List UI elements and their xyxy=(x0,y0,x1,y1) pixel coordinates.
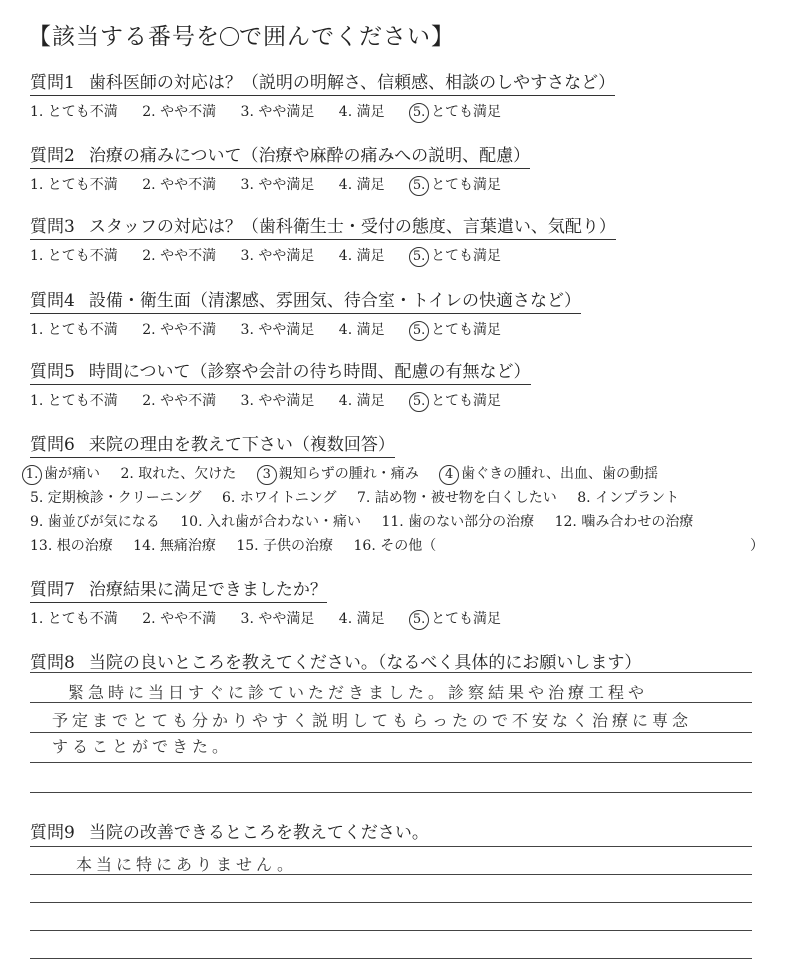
answer-line xyxy=(30,902,752,903)
question-6-row-3 xyxy=(30,510,770,534)
option-1[interactable]: 1. とても不満 xyxy=(30,611,118,627)
selection-circle: 1. xyxy=(22,465,42,485)
question-1-options xyxy=(30,101,615,123)
answer-line xyxy=(30,792,752,793)
option-1[interactable]: 1. とても不満 xyxy=(30,322,118,338)
option-label: とても満足 xyxy=(431,104,502,120)
answer-line xyxy=(30,762,752,763)
selection-circle: 5. xyxy=(409,392,429,412)
option-label: とても満足 xyxy=(431,248,502,264)
option-4[interactable]: 4. 満足 xyxy=(338,248,385,264)
option-5-selected[interactable] xyxy=(409,390,501,412)
option-4[interactable]: 4. 満足 xyxy=(338,322,385,338)
option-16-other[interactable]: 16. その他（ xyxy=(353,538,437,554)
option-label: 歯ぐきの腫れ、出血、歯の動揺 xyxy=(461,466,659,482)
option-label: 歯が痛い xyxy=(44,466,100,482)
question-number: 質問7 xyxy=(30,580,75,600)
question-7-title xyxy=(30,575,327,603)
selection-circle: 5. xyxy=(409,610,429,630)
question-number: 質問6 xyxy=(30,435,75,455)
option-1[interactable]: 1. とても不満 xyxy=(30,177,118,193)
option-4-selected[interactable] xyxy=(439,462,658,486)
question-6-row-1 xyxy=(22,462,770,486)
page-header xyxy=(28,18,455,51)
option-4[interactable]: 4. 満足 xyxy=(338,611,385,627)
question-8-title xyxy=(30,648,641,675)
handwritten-answer-line-3: することができた。 xyxy=(52,737,233,756)
option-1-selected[interactable] xyxy=(22,462,100,486)
question-text: 治療の痛みについて（治療や麻酔の痛みへの説明、配慮） xyxy=(88,146,531,166)
option-1[interactable]: 1. とても不満 xyxy=(30,248,118,264)
question-number: 質問8 xyxy=(30,653,75,673)
question-1-title xyxy=(30,68,615,96)
question-6-row-2 xyxy=(30,486,770,510)
option-15[interactable]: 15. 子供の治療 xyxy=(236,538,334,554)
answer-line xyxy=(30,732,752,733)
question-text: スタッフの対応は？（歯科衛生士・受付の態度、言葉遣い、気配り） xyxy=(88,217,616,237)
option-label: 親知らずの腫れ・痛み xyxy=(278,466,419,482)
question-text: 当院の改善できるところを教えてください。 xyxy=(88,823,429,843)
question-8-answer-area[interactable] xyxy=(30,672,752,802)
option-1[interactable]: 1. とても不満 xyxy=(30,393,118,409)
answer-line xyxy=(30,846,752,847)
option-3[interactable]: 3. やや満足 xyxy=(240,248,315,264)
answer-line xyxy=(30,958,752,959)
option-3[interactable]: 3. やや満足 xyxy=(240,322,315,338)
option-8[interactable]: 8. インプラント xyxy=(577,490,680,506)
option-2[interactable]: 2. やや不満 xyxy=(142,248,217,264)
option-3[interactable]: 3. やや満足 xyxy=(240,104,315,120)
option-2[interactable]: 2. やや不満 xyxy=(142,177,217,193)
question-2-options xyxy=(30,174,530,196)
question-5-title xyxy=(30,357,531,385)
header-text: 【該当する番号を xyxy=(28,24,220,50)
handwritten-answer-line-1: 本当に特にありません。 xyxy=(76,855,297,874)
question-text: 治療結果に満足できましたか？ xyxy=(88,580,327,600)
question-number: 質問2 xyxy=(30,146,75,166)
question-text: 設備・衛生面（清潔感、雰囲気、待合室・トイレの快適さなど） xyxy=(88,291,581,311)
question-5-options xyxy=(30,390,531,412)
question-8 xyxy=(30,648,641,675)
option-5-selected[interactable] xyxy=(409,101,501,123)
option-2[interactable]: 2. やや不満 xyxy=(142,104,217,120)
option-2[interactable]: 2. やや不満 xyxy=(142,393,217,409)
question-text: 来院の理由を教えて下さい（複数回答） xyxy=(88,435,395,455)
question-3-options xyxy=(30,245,616,267)
selection-circle: 5. xyxy=(409,247,429,267)
question-1 xyxy=(30,68,615,123)
option-2[interactable]: 2. やや不満 xyxy=(142,322,217,338)
question-7-options xyxy=(30,608,521,630)
other-close-paren: ） xyxy=(750,538,764,554)
question-5 xyxy=(30,357,531,412)
option-label: とても満足 xyxy=(431,322,502,338)
option-6[interactable]: 6. ホワイトニング xyxy=(221,490,337,506)
question-number: 質問9 xyxy=(30,823,75,843)
question-6 xyxy=(25,430,770,558)
handwritten-answer-line-1: 緊急時に当日すぐに診ていただきました。診察結果や治療工程や xyxy=(68,683,649,702)
option-10[interactable]: 10. 入れ歯が合わない・痛い xyxy=(180,514,361,530)
option-5-selected[interactable] xyxy=(409,174,501,196)
question-4 xyxy=(30,286,581,341)
answer-line xyxy=(30,930,752,931)
question-7 xyxy=(30,575,521,630)
selection-circle: 4 xyxy=(439,465,459,485)
option-14[interactable]: 14. 無痛治療 xyxy=(133,538,216,554)
question-3-title xyxy=(30,212,616,240)
option-label: とても満足 xyxy=(431,611,502,627)
selection-circle: 5. xyxy=(409,103,429,123)
question-text: 当院の良いところを教えてください。（なるべく具体的にお願いします） xyxy=(88,653,642,673)
option-9[interactable]: 9. 歯並びが気になる xyxy=(30,514,160,530)
selection-circle: 3 xyxy=(257,465,277,485)
option-4[interactable]: 4. 満足 xyxy=(338,393,385,409)
option-5-selected[interactable] xyxy=(409,608,501,630)
question-number: 質問1 xyxy=(30,73,75,93)
option-label: とても満足 xyxy=(431,393,502,409)
question-2 xyxy=(30,141,530,196)
question-3 xyxy=(30,212,616,267)
option-2[interactable]: 2. 取れた、欠けた xyxy=(120,466,237,482)
question-9-title xyxy=(30,818,429,845)
answer-line xyxy=(30,672,752,673)
question-number: 質問4 xyxy=(30,291,75,311)
question-6-title xyxy=(30,430,395,458)
option-13[interactable]: 13. 根の治療 xyxy=(30,538,113,554)
option-4[interactable]: 4. 満足 xyxy=(338,104,385,120)
question-4-title xyxy=(30,286,581,314)
question-4-options xyxy=(30,319,581,341)
option-1[interactable]: 1. とても不満 xyxy=(30,104,118,120)
question-text: 歯科医師の対応は？（説明の明解さ、信頼感、相談のしやすさなど） xyxy=(88,73,616,93)
option-4[interactable]: 4. 満足 xyxy=(338,177,385,193)
header-text-after: で囲んでください】 xyxy=(239,24,455,50)
option-3[interactable]: 3. やや満足 xyxy=(240,177,315,193)
question-6-row-4 xyxy=(30,534,770,558)
question-9-answer-area[interactable] xyxy=(30,846,752,966)
question-9 xyxy=(30,818,429,845)
option-7[interactable]: 7. 詰め物・被せ物を白くしたい xyxy=(357,490,557,506)
option-3[interactable]: 3. やや満足 xyxy=(240,611,315,627)
circle-symbol xyxy=(220,27,239,46)
selection-circle: 5. xyxy=(409,321,429,341)
question-number: 質問3 xyxy=(30,217,75,237)
option-11[interactable]: 11. 歯のない部分の治療 xyxy=(381,514,535,530)
question-text: 時間について（診察や会計の待ち時間、配慮の有無など） xyxy=(88,362,531,382)
selection-circle: 5. xyxy=(409,176,429,196)
handwritten-answer-line-2: 予定までとても分かりやすく説明してもらったので不安なく治療に専念 xyxy=(52,711,693,730)
option-5-selected[interactable] xyxy=(409,245,501,267)
option-5[interactable]: 5. 定期検診・クリーニング xyxy=(30,490,202,506)
question-number: 質問5 xyxy=(30,362,75,382)
option-5-selected[interactable] xyxy=(409,319,501,341)
option-12[interactable]: 12. 噛み合わせの治療 xyxy=(554,514,694,530)
option-3[interactable]: 3. やや満足 xyxy=(240,393,315,409)
option-3-selected[interactable] xyxy=(257,462,419,486)
option-label: とても満足 xyxy=(431,177,502,193)
question-2-title xyxy=(30,141,530,169)
option-2[interactable]: 2. やや不満 xyxy=(142,611,217,627)
